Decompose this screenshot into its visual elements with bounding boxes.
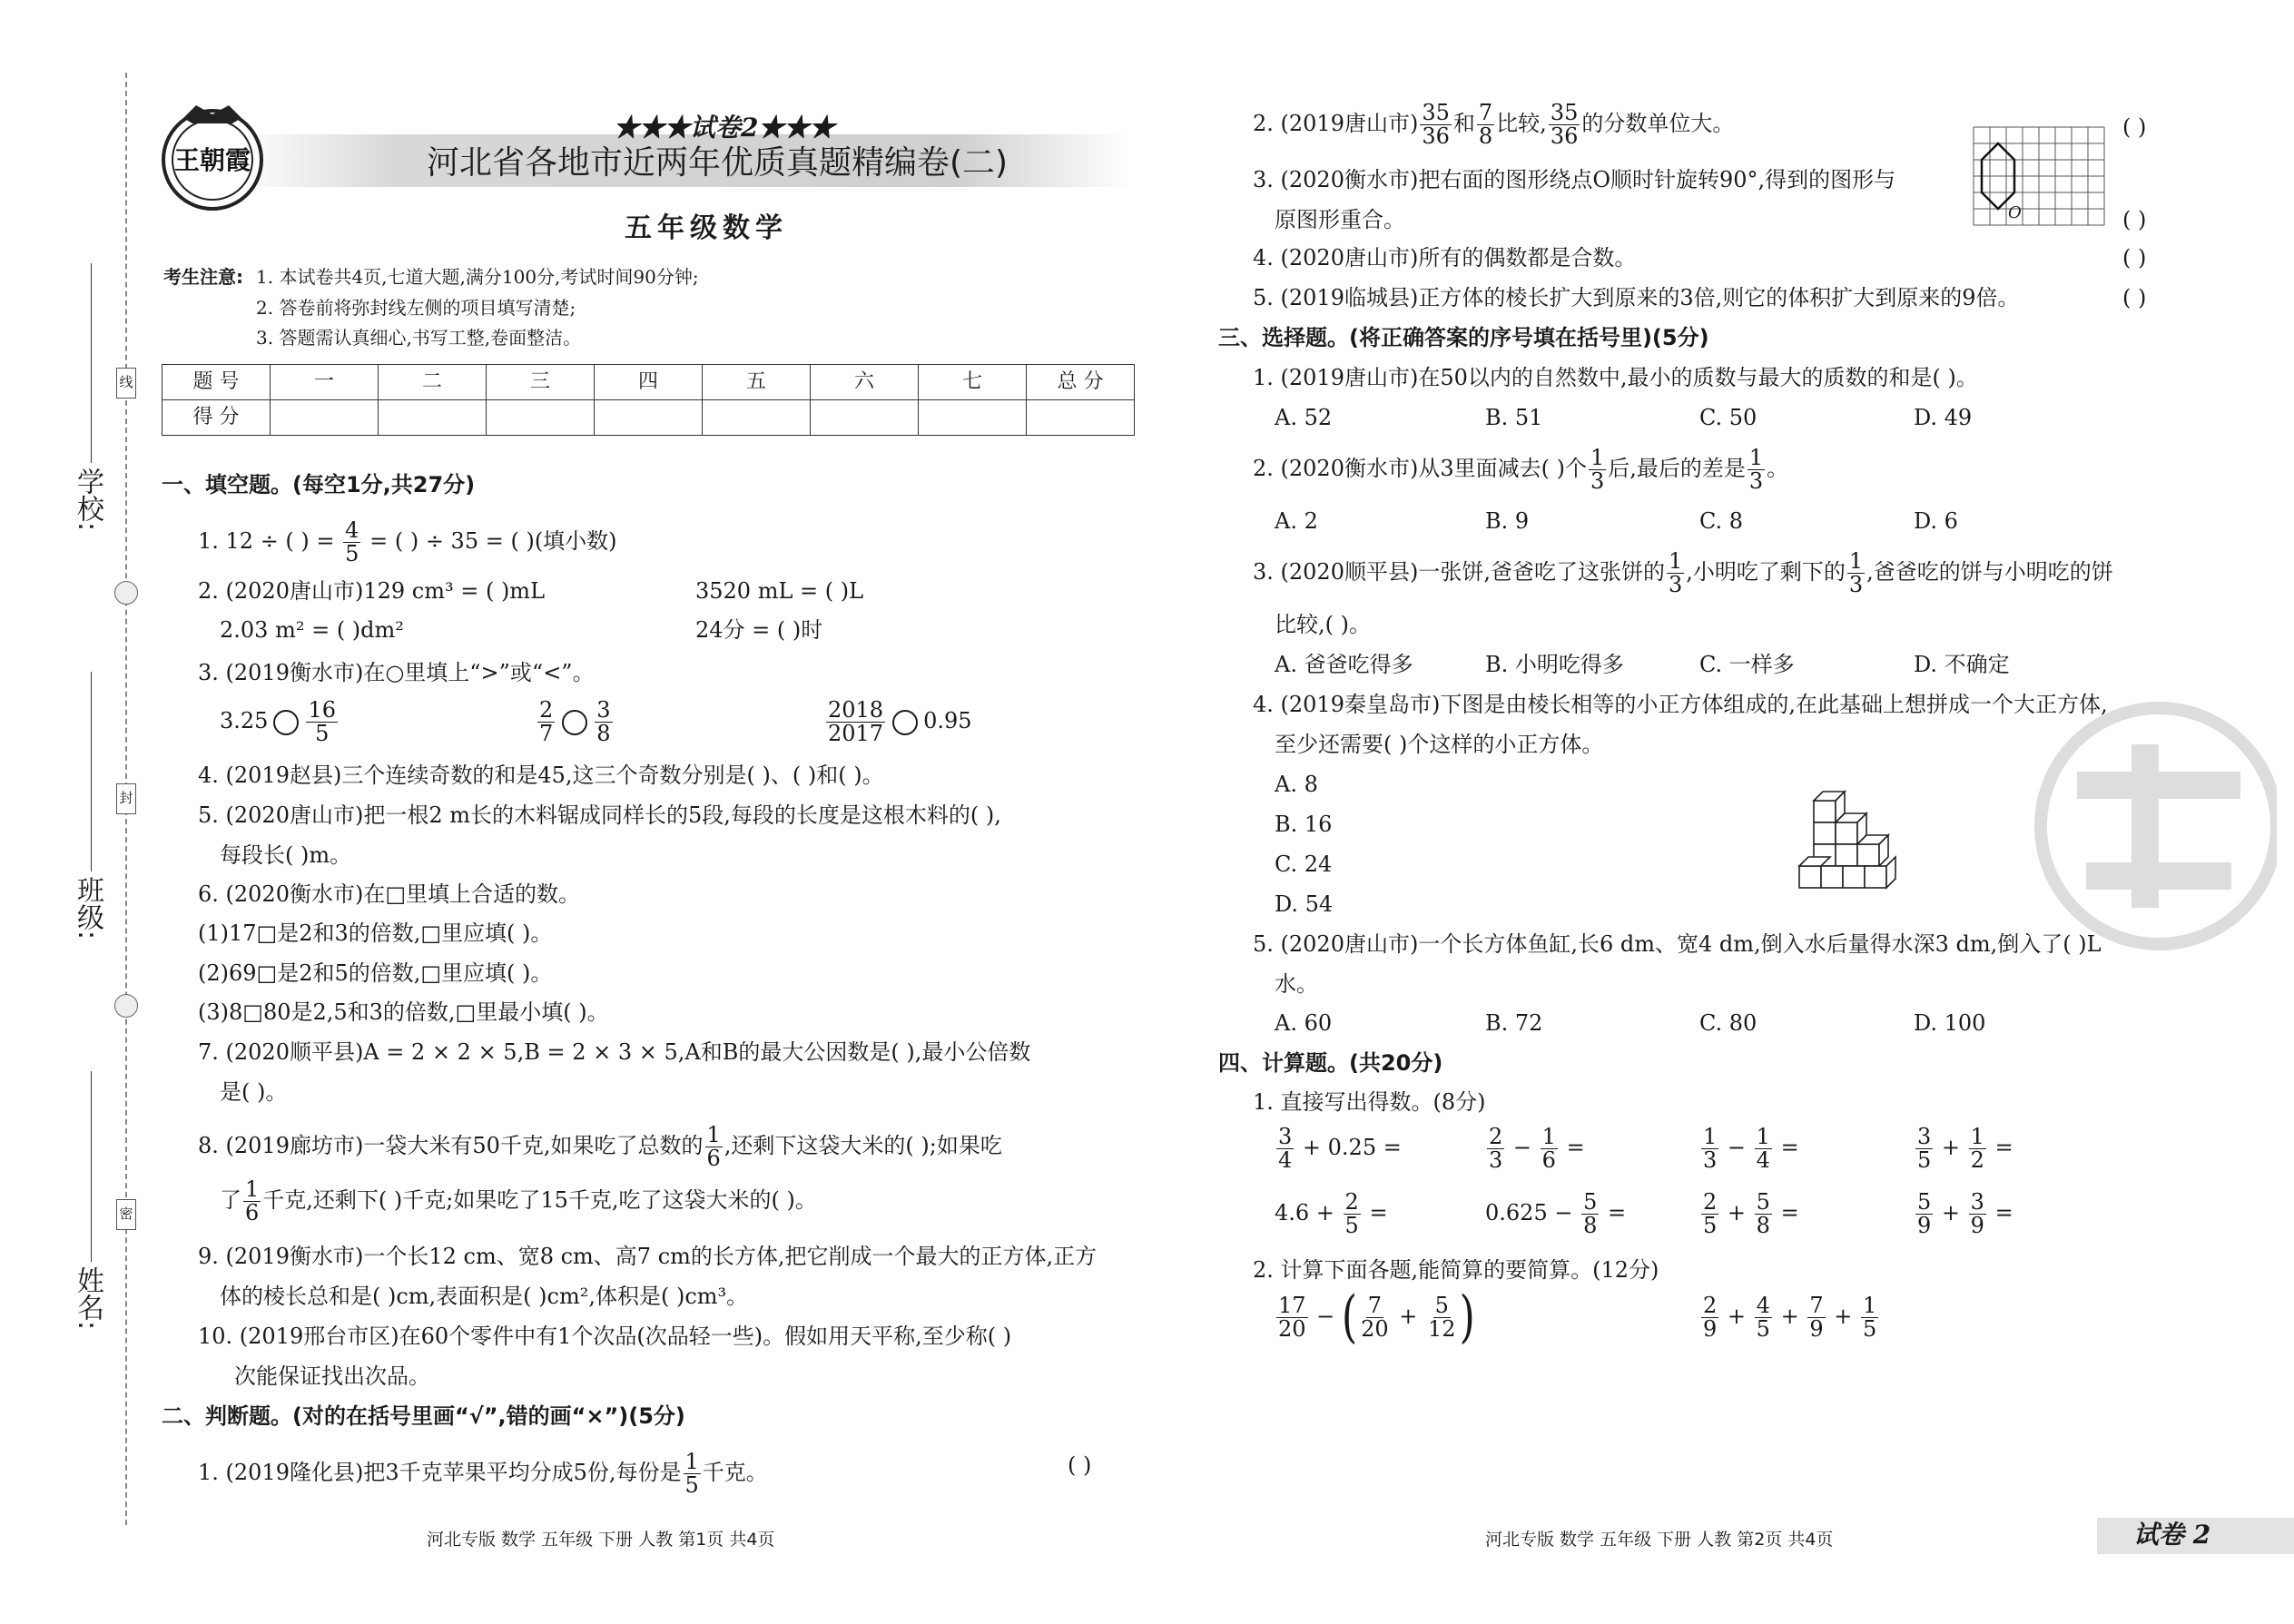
text: 3. (2020顺平县)一张饼,爸爸吃了这张饼的 <box>1253 559 1665 586</box>
text: 4.6 + <box>1275 1200 1334 1226</box>
s1-q2c: 2.03 m² = ( )dm² <box>220 617 404 643</box>
s1-q5a: 5. (2020唐山市)把一根2 m长的木料锯成同样长的5段,每段的长度是这根木料的( ), <box>198 802 1001 828</box>
fraction: $\frac{2}{5}$ <box>1344 1189 1359 1239</box>
fraction: $\frac{1}{5}$ <box>1862 1293 1877 1343</box>
fraction: $\frac{1}{6}$ <box>1541 1124 1556 1174</box>
s1-q2b: 3520 mL = ( )L <box>695 578 864 604</box>
option[interactable]: D. 49 <box>1914 405 1973 430</box>
s1-q9a: 9. (2019衡水市)一个长12 cm、宽8 cm、高7 cm的长方体,把它削成一个最大的正方体,正方 <box>198 1244 1098 1269</box>
s3-q1: 1. (2019唐山市)在50以内的自然数中,最小的质数与最大的质数的和是( )。 <box>1253 365 1978 390</box>
text: = <box>1780 1135 1799 1161</box>
s1-q2a: 2. (2020唐山市)129 cm³ = ( )mL <box>198 578 546 604</box>
answer-circle[interactable] <box>562 710 587 735</box>
option[interactable]: C. 24 <box>1275 851 1333 877</box>
text: ,小明吃了剩下的 <box>1686 559 1846 586</box>
option[interactable]: B. 9 <box>1485 508 1530 534</box>
s1-q7a: 7. (2020顺平县)A = 2 × 2 × 5,B = 2 × 3 × 5,A和B的最大公因数是( ),最小公倍数 <box>198 1039 1031 1065</box>
s1-q8-line1 <box>198 1124 1002 1170</box>
option[interactable]: A. 爸爸吃得多 <box>1275 652 1413 677</box>
text: 千克。 <box>702 1460 768 1486</box>
s1-q3-item1 <box>220 699 340 745</box>
fraction: $\frac{2018}{2017}$ <box>828 697 884 747</box>
fraction: $\frac{1}{2}$ <box>1970 1124 1984 1174</box>
option[interactable]: B. 72 <box>1485 1010 1543 1036</box>
binding-tag-feng: 封 <box>116 783 136 814</box>
s1-q7b: 是( )。 <box>220 1079 288 1105</box>
fraction: $\frac{1}{3}$ <box>1848 548 1864 598</box>
footer-tag: 试卷 2 <box>2133 1520 2211 1550</box>
text: ,爸爸吃的饼与小明吃的饼 <box>1866 559 2113 586</box>
seal-icon <box>114 994 138 1018</box>
score-cell[interactable] <box>487 400 595 436</box>
text: = <box>1369 1200 1388 1226</box>
grid-point-o: O <box>2008 203 2022 222</box>
score-cell[interactable] <box>703 400 811 436</box>
text: 8. (2019廊坊市)一袋大米有50千克,如果吃了总数的 <box>198 1133 704 1159</box>
s1-q6: 6. (2020衡水市)在□里填上合适的数。 <box>198 881 581 907</box>
option[interactable]: C. 50 <box>1699 405 1757 430</box>
score-cell[interactable] <box>595 400 703 436</box>
fraction: $\frac{7}{20}$ <box>1361 1293 1389 1343</box>
s1-q3-item3 <box>824 699 972 745</box>
s3-q3-line1 <box>1253 550 2113 596</box>
score-cell[interactable] <box>1027 400 1135 436</box>
text: 比较, <box>1496 111 1547 137</box>
s1-q2d: 24分 = ( )时 <box>695 617 823 643</box>
judge-paren[interactable]: ( ) <box>2122 207 2147 232</box>
option[interactable]: C. 80 <box>1699 1010 1757 1036</box>
option[interactable]: C. 一样多 <box>1699 652 1795 677</box>
footer-left: 河北专版 数学 五年级 下册 人教 第1页 共4页 <box>427 1530 775 1550</box>
exam-title: 河北省各地市近两年优质真题精编卷(二) <box>427 144 1009 182</box>
text: ,还剩下这袋大米的( );如果吃 <box>724 1133 1002 1159</box>
fraction: $\frac{2}{9}$ <box>1703 1293 1718 1343</box>
s1-q10b: 次能保证找出次品。 <box>234 1363 430 1389</box>
fraction: $\frac{7}{9}$ <box>1809 1293 1824 1343</box>
fraction: $\frac{7}{8}$ <box>1478 100 1493 150</box>
answer-circle[interactable] <box>273 710 299 735</box>
number: 3.25 <box>220 708 269 734</box>
s1-q1-text-a: 1. 12 ÷ ( ) = <box>198 528 335 555</box>
class-fill-line <box>91 672 92 871</box>
fraction: $\frac{1}{6}$ <box>706 1122 721 1172</box>
fraction: $\frac{5}{9}$ <box>1917 1189 1932 1239</box>
fraction: $\frac{3}{8}$ <box>596 697 611 747</box>
s3-q4b: 至少还需要( )个这样的小正方体。 <box>1275 732 1604 757</box>
option[interactable]: D. 不确定 <box>1914 652 2010 677</box>
text: 1. (2019隆化县)把3千克苹果平均分成5份,每份是 <box>198 1460 682 1486</box>
s1-q3-item2 <box>536 699 615 745</box>
calc-item: $\frac{2}{5}$ + $\frac{5}{8}$ = <box>1703 1189 1799 1239</box>
score-header: 七 <box>919 365 1027 400</box>
s1-q6-2: (2)69□是2和5的倍数,□里应填( )。 <box>198 960 553 986</box>
section2-title: 二、判断题。(对的在括号里画“√”,错的画“×”)(5分) <box>162 1403 685 1429</box>
s3-q3-line2: 比较,( )。 <box>1275 612 1371 637</box>
text: 2. (2019唐山市) <box>1253 111 1419 137</box>
fraction: $\frac{16}{5}$ <box>308 697 336 747</box>
fraction: $\frac{17}{20}$ <box>1278 1293 1306 1343</box>
text: 2. (2020衡水市)从3里面减去( )个 <box>1253 456 1587 482</box>
exam-subtitle: 五年级数学 <box>625 212 788 244</box>
name-fill-line <box>91 1071 92 1262</box>
number: 0.95 <box>923 708 972 734</box>
option[interactable]: A. 60 <box>1275 1010 1333 1036</box>
notes-label: 考生注意: <box>163 266 243 288</box>
fraction: $\frac{1}{3}$ <box>1703 1124 1718 1174</box>
text: 后,最后的差是 <box>1608 456 1746 482</box>
fraction: $\frac{1}{5}$ <box>684 1449 699 1499</box>
text: = <box>1994 1200 2013 1226</box>
answer-circle[interactable] <box>892 710 918 735</box>
fraction: $\frac{1}{3}$ <box>1590 445 1605 495</box>
score-header: 五 <box>703 365 811 400</box>
fraction: $\frac{3}{4}$ <box>1278 1124 1293 1174</box>
calc-item: $\frac{17}{20}$ − ( $\frac{7}{20}$ + $\frac{5}{12}$ ) <box>1278 1284 1475 1350</box>
calc-item <box>1275 1191 1388 1237</box>
s2-q2 <box>1253 102 1734 148</box>
text: = <box>1780 1200 1799 1226</box>
score-header: 二 <box>379 365 487 400</box>
s2-q4: 4. (2020唐山市)所有的偶数都是合数。 <box>1253 245 1637 271</box>
fraction: $\frac{4}{5}$ <box>345 517 359 567</box>
calc-item: $\frac{2}{3}$ − $\frac{1}{6}$ = <box>1489 1124 1585 1174</box>
school-fill-line <box>91 263 92 463</box>
section1-title: 一、填空题。(每空1分,共27分) <box>162 472 476 497</box>
class-label: 班级: <box>72 876 103 940</box>
s1-q1 <box>198 519 617 566</box>
option[interactable]: A. 52 <box>1275 405 1333 430</box>
calc-item: $\frac{1}{3}$ − $\frac{1}{4}$ = <box>1703 1124 1799 1174</box>
school-label: 学校: <box>72 468 103 532</box>
score-header: 题 号 <box>162 365 271 400</box>
text: 。 <box>1767 456 1789 482</box>
fraction: $\frac{1}{3}$ <box>1748 445 1764 495</box>
score-header: 四 <box>595 365 703 400</box>
s2-q3b: 原图形重合。 <box>1275 207 1405 232</box>
section3-title: 三、选择题。(将正确答案的序号填在括号里)(5分) <box>1218 325 1709 350</box>
option[interactable]: C. 8 <box>1699 508 1744 534</box>
text: = <box>1608 1200 1627 1226</box>
note-1: 1. 本试卷共4页,七道大题,满分100分,考试时间90分钟; <box>256 266 699 288</box>
fraction: $\frac{3}{5}$ <box>1917 1124 1932 1174</box>
score-cell[interactable] <box>379 400 487 436</box>
judge-paren[interactable]: ( ) <box>2122 114 2147 140</box>
fraction: $\frac{35}{36}$ <box>1422 100 1450 150</box>
text: 的分数单位大。 <box>1581 111 1735 137</box>
fraction: $\frac{3}{9}$ <box>1970 1189 1984 1239</box>
score-header: 总 分 <box>1027 365 1135 400</box>
publisher-logo <box>156 98 274 214</box>
s3-q4a: 4. (2019秦皇岛市)下图是由棱长相等的小正方体组成的,在此基础上想拼成一个大正方体, <box>1253 692 2108 717</box>
score-table <box>162 364 1135 436</box>
score-cell[interactable] <box>271 400 379 436</box>
text: 0.625 − <box>1485 1200 1573 1226</box>
fraction: $\frac{1}{6}$ <box>245 1176 260 1226</box>
s2-q5: 5. (2019临城县)正方体的棱长扩大到原来的3倍,则它的体积扩大到原来的9倍。 <box>1253 285 2020 310</box>
score-row-label: 得 分 <box>162 400 271 436</box>
fraction: $\frac{4}{5}$ <box>1756 1293 1770 1343</box>
rotation-grid-figure <box>1972 125 2108 240</box>
cube-stack-figure <box>1796 777 1905 897</box>
calc-item <box>1275 1126 1402 1172</box>
score-cell[interactable] <box>811 400 919 436</box>
fraction: $\frac{2}{3}$ <box>1489 1124 1503 1174</box>
judge-paren[interactable]: ( ) <box>2122 245 2147 271</box>
s1-q4: 4. (2019赵县)三个连续奇数的和是45,这三个奇数分别是( )、( )和( )。 <box>198 763 884 788</box>
s1-q10a: 10. (2019邢台市区)在60个零件中有1个次品(次品轻一些)。假如用天平称,至少称( ) <box>198 1324 1012 1349</box>
option[interactable]: A. 2 <box>1275 508 1318 534</box>
score-header: 一 <box>271 365 379 400</box>
s1-q5b: 每段长( )m。 <box>220 842 352 868</box>
s4-q1: 1. 直接写出得数。(8分) <box>1253 1089 1486 1115</box>
fraction: $\frac{5}{12}$ <box>1428 1293 1456 1343</box>
s2-q1 <box>198 1451 768 1497</box>
note-2: 2. 答卷前将弥封线左侧的项目填写清楚; <box>256 297 576 319</box>
note-3: 3. 答题需认真细心,书写工整,卷面整洁。 <box>256 327 582 349</box>
fraction: $\frac{5}{8}$ <box>1583 1189 1598 1239</box>
s1-q6-1: (1)17□是2和3的倍数,□里应填( )。 <box>198 920 553 946</box>
s3-q5b: 水。 <box>1275 971 1318 997</box>
option[interactable]: D. 100 <box>1914 1010 1986 1036</box>
judge-paren[interactable]: ( ) <box>1068 1452 1092 1478</box>
s3-q5a: 5. (2020唐山市)一个长方体鱼缸,长6 dm、宽4 dm,倒入水后量得水深3 dm,倒入了( )L <box>1253 931 2102 957</box>
calc-item: $\frac{3}{5}$ + $\frac{1}{2}$ = <box>1917 1124 2013 1174</box>
score-header: 三 <box>487 365 595 400</box>
watermark-seal <box>2023 690 2277 962</box>
seal-icon <box>114 581 138 605</box>
calc-item: $\frac{2}{9}$ + $\frac{4}{5}$ + $\frac{7}{9}$ + $\frac{1}{5}$ <box>1703 1293 1877 1343</box>
fraction: $\frac{1}{3}$ <box>1668 548 1683 598</box>
binding-tag-xian: 线 <box>116 368 136 399</box>
text: 和 <box>1452 111 1475 137</box>
option[interactable]: A. 8 <box>1275 772 1318 797</box>
option[interactable]: B. 16 <box>1275 812 1333 837</box>
fraction: $\frac{2}{7}$ <box>539 697 554 747</box>
score-header: 六 <box>811 365 919 400</box>
text: 千克,还剩下( )千克;如果吃了15千克,吃了这袋大米的( )。 <box>262 1187 817 1214</box>
s1-q3: 3. (2019衡水市)在○里填上“>”或“<”。 <box>198 660 595 685</box>
text: + 0.25 = <box>1302 1135 1402 1161</box>
s2-q3a: 3. (2020衡水市)把右面的图形绕点O顺时针旋转90°,得到的图形与 <box>1253 167 1896 192</box>
s1-q9b: 体的棱长总和是( )cm,表面积是( )cm²,体积是( )cm³。 <box>220 1284 749 1309</box>
s1-q6-3: (3)8□80是2,5和3的倍数,□里最小填( )。 <box>198 999 609 1025</box>
svg-text:王朝霞: 王朝霞 <box>173 145 251 175</box>
option[interactable]: D. 6 <box>1914 508 1958 534</box>
option[interactable]: D. 54 <box>1275 891 1334 917</box>
text: = <box>1994 1135 2013 1161</box>
fraction: $\frac{35}{36}$ <box>1550 100 1579 150</box>
score-cell[interactable] <box>919 400 1027 436</box>
fraction: $\frac{2}{5}$ <box>1703 1189 1718 1239</box>
option[interactable]: B. 小明吃得多 <box>1485 652 1624 677</box>
name-label: 姓名: <box>72 1266 103 1331</box>
fraction: $\frac{1}{4}$ <box>1756 1124 1770 1174</box>
text: 了 <box>220 1187 241 1214</box>
option[interactable]: B. 51 <box>1485 405 1543 430</box>
s1-q1-text-b: = ( ) ÷ 35 = ( )(填小数) <box>369 528 617 555</box>
series-label: ★★★试卷2★★★ <box>614 113 835 143</box>
calc-item: $\frac{5}{9}$ + $\frac{3}{9}$ = <box>1917 1189 2013 1239</box>
s4-q2: 2. 计算下面各题,能简算的要简算。(12分) <box>1253 1257 1659 1283</box>
calc-item <box>1485 1191 1626 1237</box>
s1-q8-line2 <box>220 1178 817 1225</box>
fraction: $\frac{5}{8}$ <box>1756 1189 1770 1239</box>
s3-q2 <box>1253 447 1788 493</box>
judge-paren[interactable]: ( ) <box>2122 285 2147 310</box>
binding-tag-mi: 密 <box>116 1199 136 1230</box>
section4-title: 四、计算题。(共20分) <box>1218 1050 1443 1076</box>
text: = <box>1566 1135 1585 1161</box>
footer-right: 河北专版 数学 五年级 下册 人教 第2页 共4页 <box>1485 1530 1834 1550</box>
